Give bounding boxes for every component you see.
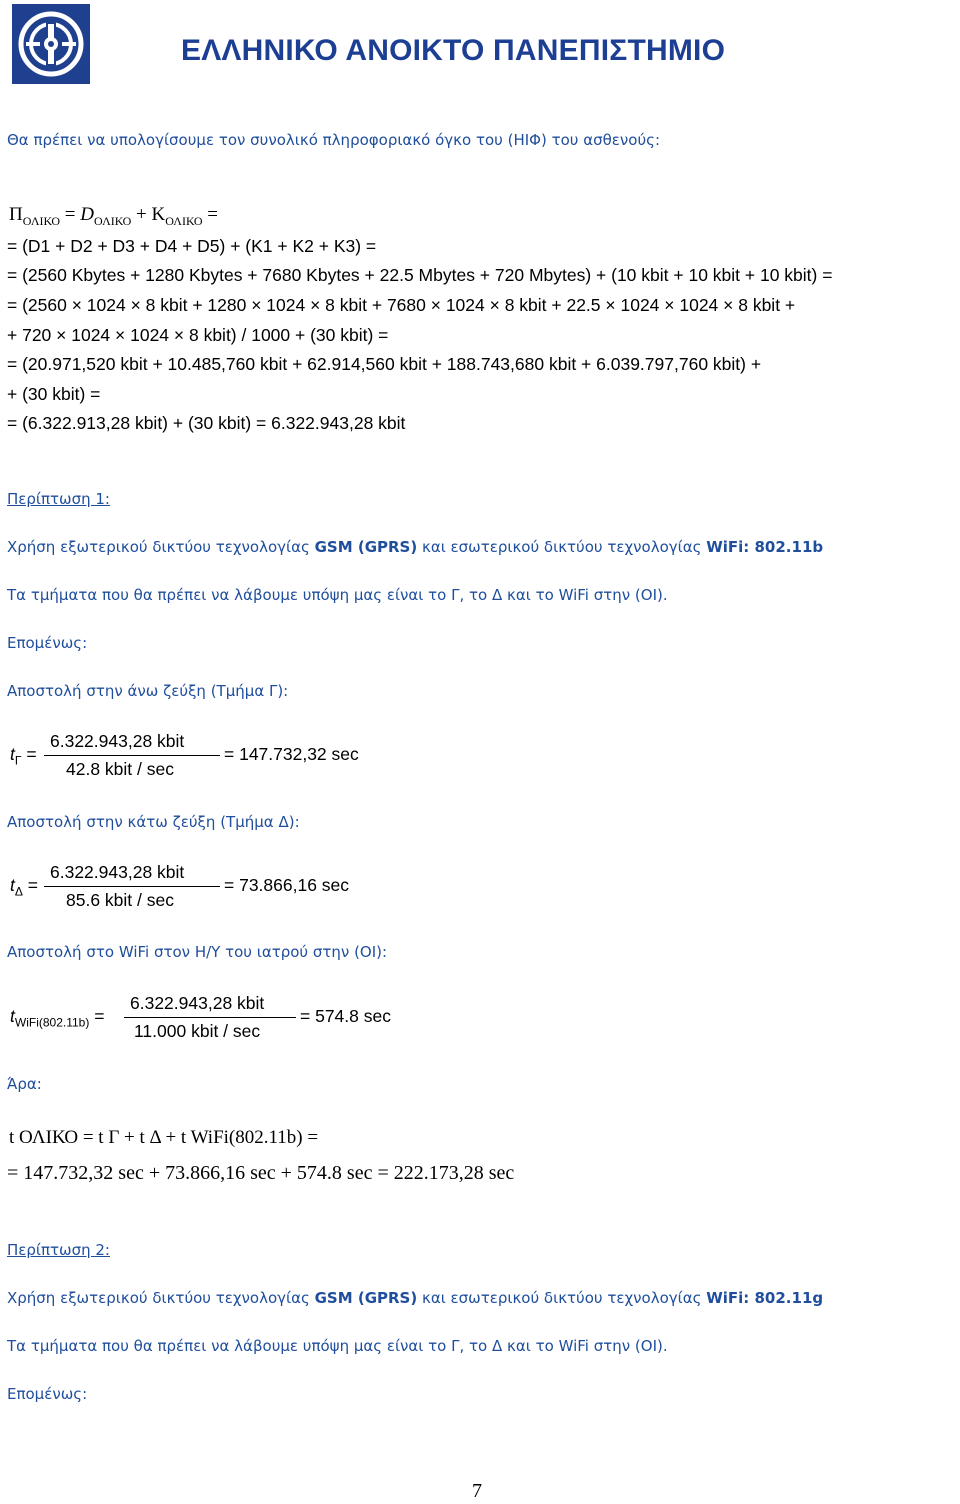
- page-title: ΕΛΛΗΝΙΚΟ ΑΝΟΙΚΤΟ ΠΑΝΕΠΙΣΤΗΜΙΟ: [181, 34, 726, 67]
- equation-line-8: = (6.322.913,28 kbit) + (30 kbit) = 6.322.943,28 kbit: [7, 413, 406, 433]
- equation-line-2: = (D1 + D2 + D3 + D4 + D5) + (K1 + K2 + K3) =: [7, 236, 377, 256]
- uplink-title: Αποστολή στην άνω ζεύξη (Τμήμα Γ):: [7, 682, 289, 700]
- case1-heading: Περίπτωση 1:: [7, 490, 110, 508]
- case2-therefore: Επομένως:: [7, 1385, 88, 1403]
- university-logo-icon: [12, 4, 90, 84]
- downlink-title: Αποστολή στην κάτω ζεύξη (Τμήμα Δ):: [7, 813, 300, 831]
- so-label: Άρα:: [7, 1075, 42, 1093]
- case1-segments: Τα τμήματα που θα πρέπει να λάβουμε υπόψη μας είναι το Γ, το Δ και το WiFi στην (ΟΙ).: [7, 586, 668, 604]
- total-time-line-1: t ΟΛΙΚΟ = t Γ + t Δ + t WiFi(802.11b) =: [9, 1127, 319, 1148]
- case2-usage: Χρήση εξωτερικού δικτύου τεχνολογίας GSM (GPRS) και εσωτερικού δικτύου τεχνολογίας WiFi: 802.11g: [7, 1289, 824, 1307]
- equation-line-7: + (30 kbit) =: [7, 384, 101, 404]
- equation-line-5: + 720 × 1024 × 1024 × 8 kbit) / 1000 + (30 kbit) =: [7, 325, 389, 345]
- case1-therefore: Επομένως:: [7, 634, 88, 652]
- case2-heading: Περίπτωση 2:: [7, 1241, 110, 1259]
- equation-line-3: = (2560 Kbytes + 1280 Kbytes + 7680 Kbytes + 22.5 Mbytes + 720 Mbytes) + (10 kbit + 10 kbit + 10 kbit) =: [7, 265, 833, 285]
- case2-segments: Τα τμήματα που θα πρέπει να λάβουμε υπόψη μας είναι το Γ, το Δ και το WiFi στην (ΟΙ).: [7, 1337, 668, 1355]
- equation-line-1: $\Pi_{O\Lambda IKO} = D_{O\Lambda IKO} + K_{O\Lambda IKO}$ =: [9, 204, 218, 228]
- wifi-title: Αποστολή στο WiFi στον Η/Υ του ιατρού στην (ΟΙ):: [7, 943, 388, 961]
- equation-line-4: = (2560 × 1024 × 8 kbit + 1280 × 1024 × 8 kbit + 7680 × 1024 × 8 kbit + 22.5 × 1024 × 1024 × 8 kbit +: [7, 295, 796, 315]
- case1-usage: Χρήση εξωτερικού δικτύου τεχνολογίας GSM (GPRS) και εσωτερικού δικτύου τεχνολογίας WiFi: 802.11b: [7, 538, 824, 556]
- total-time-line-2: = 147.732,32 sec + 73.866,16 sec + 574.8 sec = 222.173,28 sec: [7, 1162, 515, 1184]
- page-number: 7: [472, 1480, 482, 1502]
- equation-line-6: = (20.971,520 kbit + 10.485,760 kbit + 62.914,560 kbit + 188.743,680 kbit + 6.039.797,760 kbit) +: [7, 354, 762, 374]
- intro-text: Θα πρέπει να υπολογίσουμε τον συνολικό πληροφοριακό όγκο του (ΗΙΦ) του ασθενούς:: [7, 131, 661, 149]
